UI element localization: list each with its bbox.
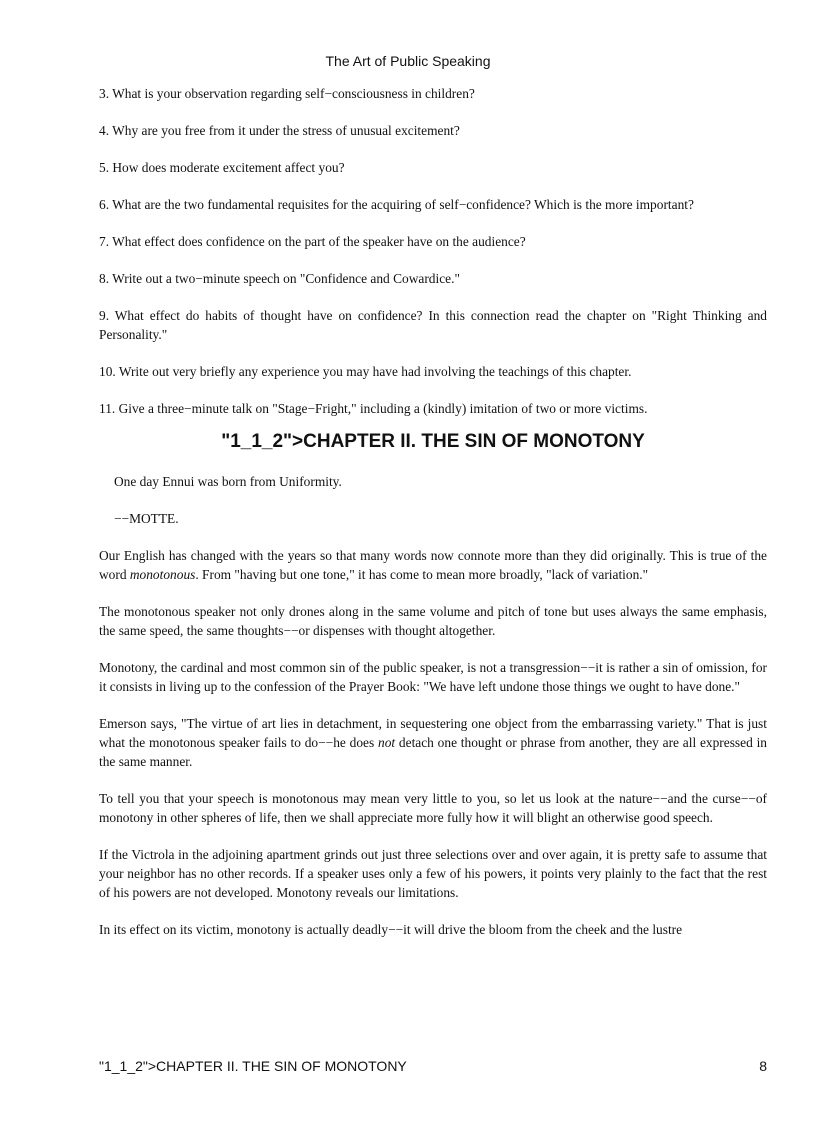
running-header: The Art of Public Speaking	[325, 53, 491, 69]
question-item: 7. What effect does confidence on the part of the speaker have on the audience?	[99, 234, 526, 249]
body-paragraph: The monotonous speaker not only drones along in the same volume and pitch of tone but uses always the same emphasis, the same speed, the same thoughts−−or dispenses with thought altogether.	[99, 604, 767, 638]
question-item: 9. What effect do habits of thought have on confidence? In this connection read the chapter on "Right Thinking and Personality."	[99, 308, 767, 342]
running-footer	[99, 1057, 767, 1075]
question-item: 10. Write out very briefly any experience you may have had involving the teachings of this chapter.	[99, 364, 632, 379]
footer-chapter-title: "1_1_2">CHAPTER II. THE SIN OF MONOTONY	[99, 1058, 407, 1074]
question-item: 3. What is your observation regarding self−consciousness in children?	[99, 86, 475, 101]
body-paragraph	[99, 714, 767, 771]
epigraph-attribution: −−MOTTE.	[114, 511, 179, 526]
body-paragraph	[99, 546, 767, 584]
emphasis-text: not	[378, 735, 396, 750]
body-paragraph: Monotony, the cardinal and most common sin of the public speaker, is not a transgression−−it is rather a sin of omission, for it consists in living up to the confession of the Prayer Book: "We have left undone those things we ought to have done."	[99, 660, 767, 694]
body-paragraph: To tell you that your speech is monotonous may mean very little to you, so let us look at the nature−−and the curse−−of monotony in other spheres of life, then we shall appreciate more fully how it will blight an otherwise good speech.	[99, 791, 767, 825]
question-item: 8. Write out a two−minute speech on "Confidence and Cowardice."	[99, 271, 460, 286]
exercise-questions	[99, 84, 767, 418]
epigraph: One day Ennui was born from Uniformity.	[114, 474, 342, 489]
page-body	[99, 84, 767, 957]
chapter-title: "1_1_2">CHAPTER II. THE SIN OF MONOTONY	[221, 431, 645, 452]
body-text-span: detach one thought or phrase from another, they are all expressed in the same manner.	[99, 735, 767, 769]
question-item: 11. Give a three−minute talk on "Stage−Fright," including a (kindly) imitation of two or more victims.	[99, 401, 648, 416]
body-text-span: . From "having but one tone," it has come to mean more broadly, "lack of variation."	[195, 567, 649, 582]
emphasis-text: monotonous	[129, 567, 196, 582]
body-text-span: Emerson says, "The virtue of art lies in detachment, in sequestering one object from the embarrassing variety." That is just what the monotonous speaker fails to do−−he does	[99, 716, 767, 750]
page-number: 8	[759, 1058, 767, 1074]
body-text-span: Our English has changed with the years so that many words now connote more than they did originally. This is true of the word	[99, 548, 767, 582]
question-item: 6. What are the two fundamental requisites for the acquiring of self−confidence? Which is the more important?	[99, 197, 694, 212]
question-item: 5. How does moderate excitement affect you?	[99, 160, 345, 175]
body-paragraph: If the Victrola in the adjoining apartment grinds out just three selections over and over again, it is pretty safe to assume that your neighbor has no other records. If a speaker uses only a few of his powers, it points very plainly to the fact that the rest of his powers are not developed. Monotony reveals our limitations.	[99, 847, 767, 900]
body-paragraph: In its effect on its victim, monotony is actually deadly−−it will drive the bloom from the cheek and the lustre	[99, 922, 683, 937]
question-item: 4. Why are you free from it under the stress of unusual excitement?	[99, 123, 460, 138]
